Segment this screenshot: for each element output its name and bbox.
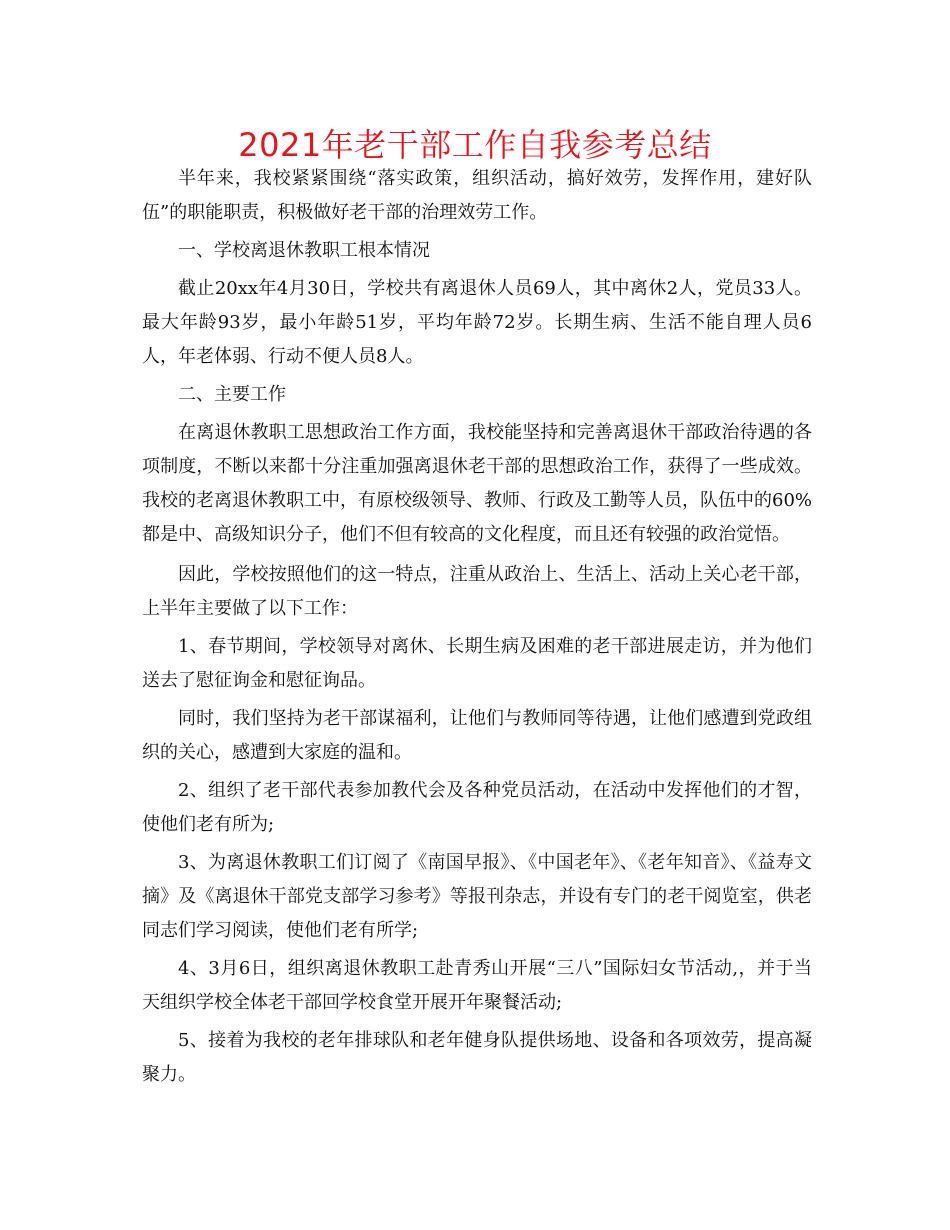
- section-heading-main-work: 二、主要工作: [178, 384, 286, 405]
- list-item-4: 4、3月6日，组织离退休教职工赴青秀山开展“三八”国际妇女节活动,，并于当天组织学校全体老干部回学校食堂开展开年聚餐活动;: [142, 958, 812, 1013]
- paragraph-political-work: 在离退休教职工思想政治工作方面，我校能坚持和完善离退休干部政治待遇的各项制度，不断以来都十分注重加强离退休老干部的思想政治工作，获得了一些成效。我校的老离退休教职工中，有原校级领导、教师、行政及工勤等人员，队伍中的60%都是中、高级知识分子，他们不但有较高的文化程度，而且还有较强的政治觉悟。: [142, 422, 813, 545]
- list-item-2: 2、组织了老干部代表参加教代会及各种党员活动，在活动中发挥他们的才智，使他们老有所为;: [142, 780, 812, 835]
- paragraph-welfare: 同时，我们坚持为老干部谋福利，让他们与教师同等待遇，让他们感遭到党政组织的关心，感遭到大家庭的温和。: [142, 708, 812, 763]
- paragraph-intro: 半年来，我校紧紧围绕“落实政策，组织活动，搞好效劳，发挥作用，建好队伍”的职能职责，积极做好老干部的治理效劳工作。: [142, 168, 812, 223]
- document-body: [142, 162, 812, 1096]
- list-item-5: 5、接着为我校的老年排球队和老年健身队提供场地、设备和各项效劳，提高凝聚力。: [142, 1030, 812, 1085]
- list-item-1: 1、春节期间，学校领导对离休、长期生病及困难的老干部进展走访，并为他们送去了慰征询金和慰征询品。: [142, 636, 812, 691]
- document-title: 2021年老干部工作自我参考总结: [238, 126, 712, 164]
- paragraph-statistics: 截止20xx年4月30日，学校共有离退休人员69人，其中离休2人，党员33人。最大年龄93岁，最小年龄51岁，平均年龄72岁。长期生病、生活不能自理人员6人，年老体弱、行动不便人员8人。: [142, 278, 812, 367]
- paragraph-therefore: 因此，学校按照他们的这一特点，注重从政治上、生活上、活动上关心老干部，上半年主要做了以下工作：: [142, 564, 812, 619]
- section-heading-basic-info: 一、学校离退休教职工根本情况: [178, 240, 430, 261]
- list-item-3: 3、为离退休教职工们订阅了《南国早报》、《中国老年》、《老年知音》、《益寿文摘》及《离退休干部党支部学习参考》等报刊杂志，并设有专门的老干阅览室，供老同志们学习阅读，使他们老有所学;: [142, 852, 812, 941]
